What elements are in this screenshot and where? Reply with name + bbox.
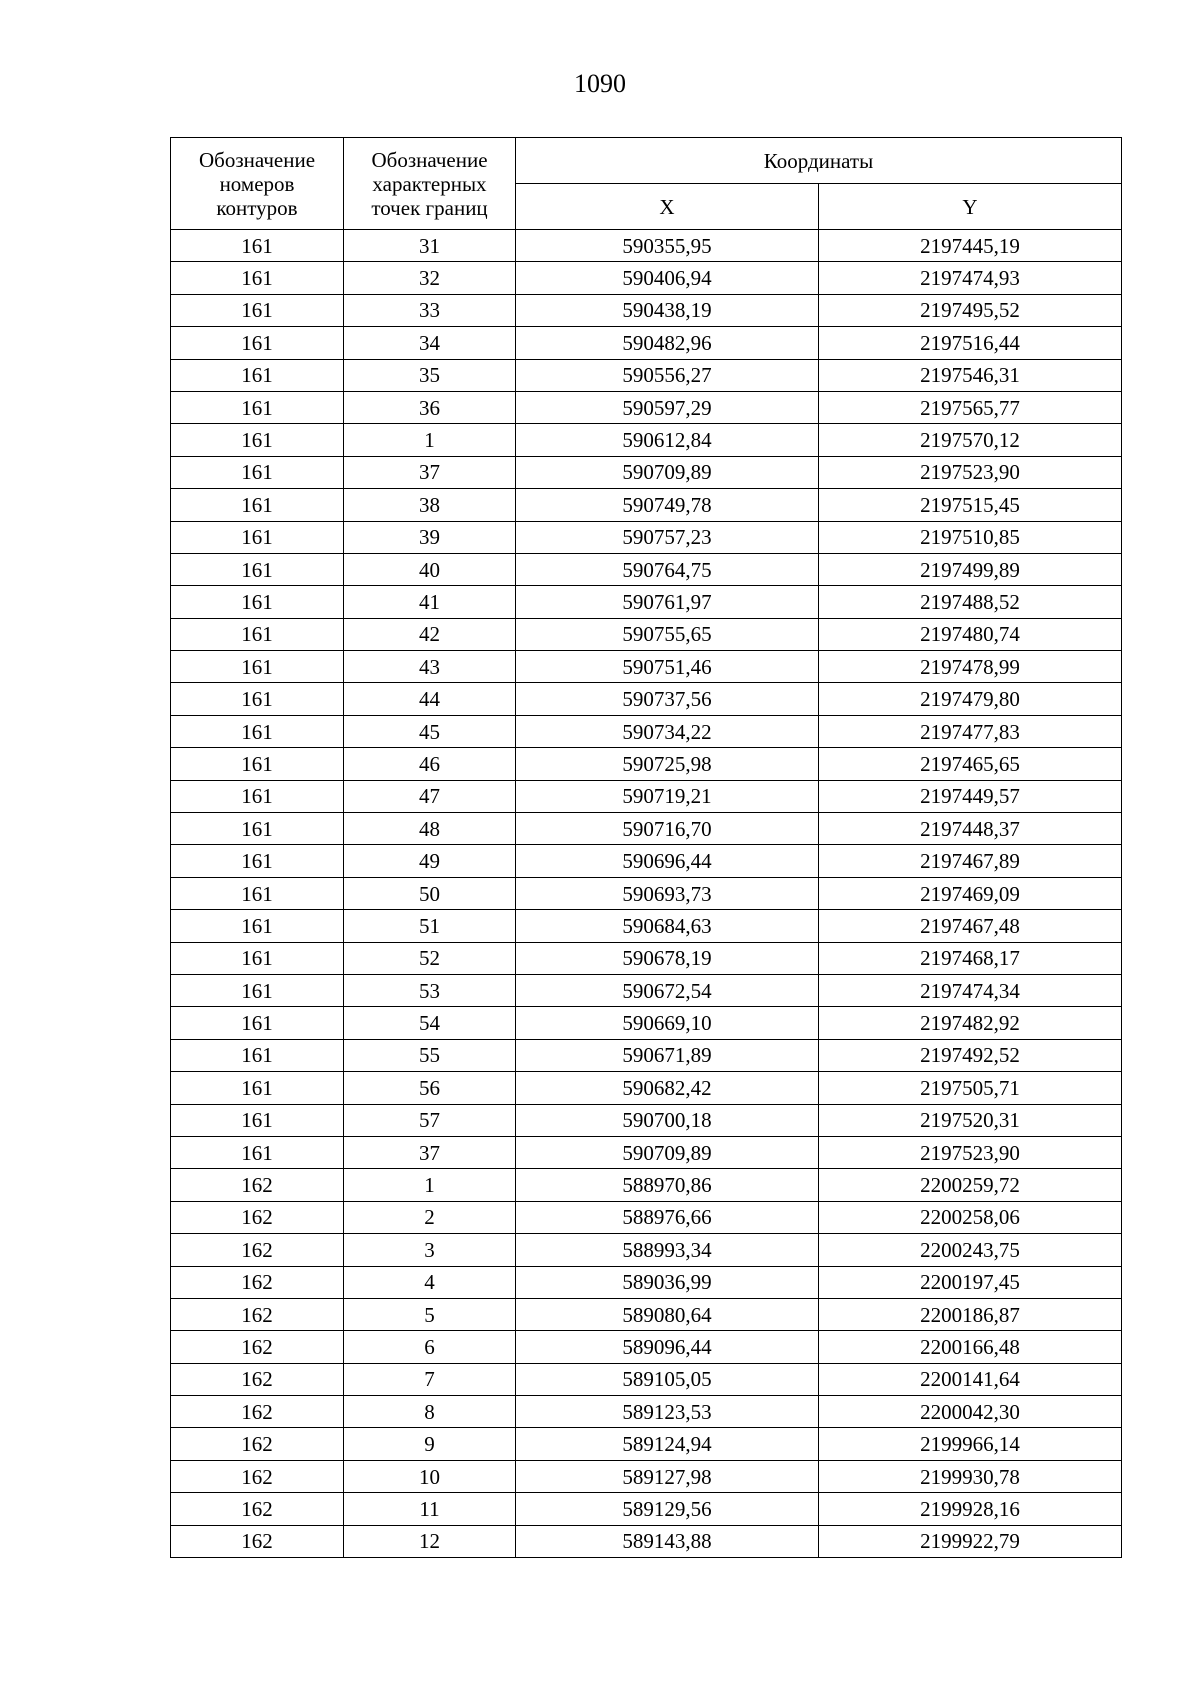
contour-number-cell: 161: [171, 391, 344, 423]
table-row: [171, 910, 1122, 942]
y-coordinate-cell: 2197474,34: [819, 974, 1122, 1006]
x-coordinate-cell: 589129,56: [516, 1493, 819, 1525]
x-coordinate-cell: 588976,66: [516, 1201, 819, 1233]
x-coordinate-cell: 590709,89: [516, 1136, 819, 1168]
x-coordinate-cell: 590678,19: [516, 942, 819, 974]
table-row: [171, 1039, 1122, 1071]
y-coordinate-cell: 2197492,52: [819, 1039, 1122, 1071]
table-row: [171, 974, 1122, 1006]
table-row: [171, 618, 1122, 650]
y-coordinate-cell: 2199922,79: [819, 1525, 1122, 1557]
contour-number-cell: 161: [171, 910, 344, 942]
y-coordinate-cell: 2199928,16: [819, 1493, 1122, 1525]
table-row: [171, 1331, 1122, 1363]
x-coordinate-cell: 590669,10: [516, 1007, 819, 1039]
contour-number-cell: 162: [171, 1428, 344, 1460]
table-row: [171, 1104, 1122, 1136]
contour-number-cell: 161: [171, 974, 344, 1006]
table-body: [171, 230, 1122, 1558]
contour-number-cell: 161: [171, 1136, 344, 1168]
point-number-cell: 53: [344, 974, 516, 1006]
y-coordinate-cell: 2197488,52: [819, 586, 1122, 618]
contour-number-cell: 162: [171, 1363, 344, 1395]
x-coordinate-cell: 589080,64: [516, 1298, 819, 1330]
point-number-cell: 5: [344, 1298, 516, 1330]
point-number-cell: 54: [344, 1007, 516, 1039]
y-coordinate-cell: 2200141,64: [819, 1363, 1122, 1395]
point-number-cell: 47: [344, 780, 516, 812]
y-coordinate-cell: 2200259,72: [819, 1169, 1122, 1201]
x-header: X: [516, 184, 819, 230]
contour-number-cell: 161: [171, 1104, 344, 1136]
point-number-cell: 10: [344, 1460, 516, 1492]
y-coordinate-cell: 2197445,19: [819, 230, 1122, 262]
x-coordinate-cell: 590438,19: [516, 294, 819, 326]
point-number-cell: 45: [344, 715, 516, 747]
contour-number-cell: 161: [171, 586, 344, 618]
x-coordinate-cell: 588970,86: [516, 1169, 819, 1201]
point-number-cell: 39: [344, 521, 516, 553]
x-coordinate-cell: 590482,96: [516, 327, 819, 359]
y-coordinate-cell: 2197495,52: [819, 294, 1122, 326]
x-coordinate-cell: 590737,56: [516, 683, 819, 715]
contour-number-cell: 161: [171, 748, 344, 780]
contour-number-cell: 161: [171, 359, 344, 391]
y-coordinate-cell: 2197480,74: [819, 618, 1122, 650]
point-number-cell: 36: [344, 391, 516, 423]
y-coordinate-cell: 2200186,87: [819, 1298, 1122, 1330]
x-coordinate-cell: 590682,42: [516, 1072, 819, 1104]
y-coordinate-cell: 2197516,44: [819, 327, 1122, 359]
coordinates-header: Координаты: [516, 138, 1122, 184]
contour-number-cell: 161: [171, 651, 344, 683]
contour-number-cell: 161: [171, 683, 344, 715]
point-number-cell: 56: [344, 1072, 516, 1104]
point-number-cell: 11: [344, 1493, 516, 1525]
y-coordinate-cell: 2199966,14: [819, 1428, 1122, 1460]
table-header: [171, 138, 1122, 230]
contour-number-cell: 162: [171, 1331, 344, 1363]
table-row: [171, 1525, 1122, 1557]
x-coordinate-cell: 590725,98: [516, 748, 819, 780]
y-coordinate-cell: 2200243,75: [819, 1234, 1122, 1266]
table-row: [171, 230, 1122, 262]
point-number-cell: 55: [344, 1039, 516, 1071]
x-coordinate-cell: 589143,88: [516, 1525, 819, 1557]
coordinates-table: [170, 137, 1122, 1558]
y-coordinate-cell: 2200166,48: [819, 1331, 1122, 1363]
contour-number-cell: 161: [171, 1039, 344, 1071]
y-coordinate-cell: 2197467,89: [819, 845, 1122, 877]
y-coordinate-cell: 2197565,77: [819, 391, 1122, 423]
table-row: [171, 651, 1122, 683]
x-coordinate-cell: 589105,05: [516, 1363, 819, 1395]
point-header-line: Обозначение: [371, 147, 488, 172]
x-coordinate-cell: 590755,65: [516, 618, 819, 650]
table-row: [171, 1169, 1122, 1201]
x-coordinate-cell: 590749,78: [516, 489, 819, 521]
contour-number-cell: 161: [171, 521, 344, 553]
point-number-cell: 35: [344, 359, 516, 391]
point-number-cell: 33: [344, 294, 516, 326]
x-coordinate-cell: 590696,44: [516, 845, 819, 877]
x-coordinate-cell: 590751,46: [516, 651, 819, 683]
y-coordinate-cell: 2197479,80: [819, 683, 1122, 715]
contour-header-line: номеров: [219, 171, 295, 196]
contour-number-cell: 161: [171, 780, 344, 812]
y-coordinate-cell: 2197515,45: [819, 489, 1122, 521]
contour-header-line: контуров: [216, 195, 298, 220]
point-number-cell: 8: [344, 1396, 516, 1428]
table-row: [171, 1298, 1122, 1330]
contour-number-cell: 161: [171, 618, 344, 650]
contour-number-cell: 162: [171, 1169, 344, 1201]
x-coordinate-cell: 590556,27: [516, 359, 819, 391]
y-coordinate-cell: 2197523,90: [819, 1136, 1122, 1168]
contour-number-cell: 161: [171, 294, 344, 326]
x-coordinate-cell: 590709,89: [516, 456, 819, 488]
y-coordinate-cell: 2197467,48: [819, 910, 1122, 942]
y-coordinate-cell: 2197499,89: [819, 553, 1122, 585]
table-row: [171, 1396, 1122, 1428]
contour-number-cell: 161: [171, 877, 344, 909]
table-row: [171, 424, 1122, 456]
table-row: [171, 489, 1122, 521]
table-row: [171, 683, 1122, 715]
x-coordinate-cell: 590761,97: [516, 586, 819, 618]
contour-header-line: Обозначение: [198, 147, 316, 172]
contour-number-cell: 161: [171, 424, 344, 456]
table-row: [171, 1460, 1122, 1492]
point-number-cell: 3: [344, 1234, 516, 1266]
point-number-cell: 41: [344, 586, 516, 618]
x-coordinate-cell: 590693,73: [516, 877, 819, 909]
contour-number-cell: 161: [171, 230, 344, 262]
contour-number-cell: 162: [171, 1266, 344, 1298]
point-number-cell: 7: [344, 1363, 516, 1395]
table-row: [171, 813, 1122, 845]
page-number: 1090: [574, 69, 626, 98]
table-row: [171, 1493, 1122, 1525]
contour-number-cell: 161: [171, 1007, 344, 1039]
point-number-cell: 2: [344, 1201, 516, 1233]
table-row: [171, 327, 1122, 359]
y-coordinate-cell: 2197474,93: [819, 262, 1122, 294]
y-coordinate-cell: 2197570,12: [819, 424, 1122, 456]
x-coordinate-cell: 590671,89: [516, 1039, 819, 1071]
x-coordinate-cell: 590757,23: [516, 521, 819, 553]
table-row: [171, 780, 1122, 812]
contour-number-cell: 162: [171, 1525, 344, 1557]
point-number-cell: 57: [344, 1104, 516, 1136]
x-coordinate-cell: 590672,54: [516, 974, 819, 1006]
contour-number-cell: 161: [171, 262, 344, 294]
x-coordinate-cell: 588993,34: [516, 1234, 819, 1266]
table-row: [171, 586, 1122, 618]
point-number-cell: 37: [344, 456, 516, 488]
y-coordinate-cell: 2197546,31: [819, 359, 1122, 391]
table-row: [171, 456, 1122, 488]
x-coordinate-cell: 590700,18: [516, 1104, 819, 1136]
x-coordinate-cell: 589127,98: [516, 1460, 819, 1492]
point-number-header: [344, 138, 516, 230]
x-coordinate-cell: 590355,95: [516, 230, 819, 262]
y-coordinate-cell: 2200258,06: [819, 1201, 1122, 1233]
y-coordinate-cell: 2197477,83: [819, 715, 1122, 747]
contour-number-cell: 162: [171, 1201, 344, 1233]
contour-number-cell: 161: [171, 942, 344, 974]
x-coordinate-cell: 590406,94: [516, 262, 819, 294]
point-number-cell: 31: [344, 230, 516, 262]
table-row: [171, 1266, 1122, 1298]
x-coordinate-cell: 589124,94: [516, 1428, 819, 1460]
x-coordinate-cell: 590684,63: [516, 910, 819, 942]
y-coordinate-cell: 2197449,57: [819, 780, 1122, 812]
point-number-cell: 12: [344, 1525, 516, 1557]
table-row: [171, 1201, 1122, 1233]
y-header: Y: [819, 184, 1122, 230]
point-number-cell: 46: [344, 748, 516, 780]
table-row: [171, 748, 1122, 780]
point-number-cell: 40: [344, 553, 516, 585]
table-row: [171, 1363, 1122, 1395]
contour-number-cell: 162: [171, 1298, 344, 1330]
table-row: [171, 262, 1122, 294]
point-number-cell: 44: [344, 683, 516, 715]
x-coordinate-cell: 590719,21: [516, 780, 819, 812]
point-number-cell: 1: [344, 424, 516, 456]
table-row: [171, 1428, 1122, 1460]
point-number-cell: 37: [344, 1136, 516, 1168]
y-coordinate-cell: 2197523,90: [819, 456, 1122, 488]
contour-number-cell: 161: [171, 553, 344, 585]
point-number-cell: 1: [344, 1169, 516, 1201]
contour-number-cell: 161: [171, 813, 344, 845]
contour-number-cell: 161: [171, 489, 344, 521]
x-coordinate-cell: 590734,22: [516, 715, 819, 747]
contour-number-cell: 161: [171, 845, 344, 877]
x-coordinate-cell: 590597,29: [516, 391, 819, 423]
point-number-cell: 6: [344, 1331, 516, 1363]
point-number-cell: 9: [344, 1428, 516, 1460]
contour-number-cell: 162: [171, 1396, 344, 1428]
contour-number-cell: 161: [171, 456, 344, 488]
table-row: [171, 1136, 1122, 1168]
contour-number-cell: 161: [171, 327, 344, 359]
x-coordinate-cell: 589123,53: [516, 1396, 819, 1428]
table-row: [171, 1007, 1122, 1039]
point-number-cell: 34: [344, 327, 516, 359]
table-row: [171, 1234, 1122, 1266]
contour-number-cell: 162: [171, 1460, 344, 1492]
x-coordinate-cell: 590612,84: [516, 424, 819, 456]
contour-number-cell: 161: [171, 1072, 344, 1104]
point-number-cell: 49: [344, 845, 516, 877]
table-row: [171, 1072, 1122, 1104]
y-coordinate-cell: 2197448,37: [819, 813, 1122, 845]
contour-number-cell: 162: [171, 1493, 344, 1525]
point-number-cell: 38: [344, 489, 516, 521]
contour-number-header: [171, 138, 344, 230]
y-coordinate-cell: 2197469,09: [819, 877, 1122, 909]
x-coordinate-cell: 589036,99: [516, 1266, 819, 1298]
point-number-cell: 42: [344, 618, 516, 650]
y-coordinate-cell: 2197510,85: [819, 521, 1122, 553]
table-row: [171, 294, 1122, 326]
point-number-cell: 43: [344, 651, 516, 683]
contour-number-cell: 161: [171, 715, 344, 747]
point-number-cell: 50: [344, 877, 516, 909]
y-coordinate-cell: 2199930,78: [819, 1460, 1122, 1492]
table-row: [171, 877, 1122, 909]
y-coordinate-cell: 2197505,71: [819, 1072, 1122, 1104]
point-header-line: точек границ: [371, 195, 488, 220]
contour-number-cell: 162: [171, 1234, 344, 1266]
x-coordinate-cell: 590764,75: [516, 553, 819, 585]
x-coordinate-cell: 590716,70: [516, 813, 819, 845]
y-coordinate-cell: 2197465,65: [819, 748, 1122, 780]
table-row: [171, 391, 1122, 423]
table-row: [171, 942, 1122, 974]
table-row: [171, 845, 1122, 877]
table-row: [171, 359, 1122, 391]
table-row: [171, 715, 1122, 747]
y-coordinate-cell: 2197520,31: [819, 1104, 1122, 1136]
y-coordinate-cell: 2200042,30: [819, 1396, 1122, 1428]
table-row: [171, 521, 1122, 553]
point-number-cell: 32: [344, 262, 516, 294]
x-coordinate-cell: 589096,44: [516, 1331, 819, 1363]
y-coordinate-cell: 2200197,45: [819, 1266, 1122, 1298]
point-number-cell: 48: [344, 813, 516, 845]
point-header-line: характерных: [372, 171, 487, 196]
point-number-cell: 51: [344, 910, 516, 942]
y-coordinate-cell: 2197478,99: [819, 651, 1122, 683]
y-coordinate-cell: 2197468,17: [819, 942, 1122, 974]
point-number-cell: 4: [344, 1266, 516, 1298]
table-row: [171, 553, 1122, 585]
y-coordinate-cell: 2197482,92: [819, 1007, 1122, 1039]
point-number-cell: 52: [344, 942, 516, 974]
